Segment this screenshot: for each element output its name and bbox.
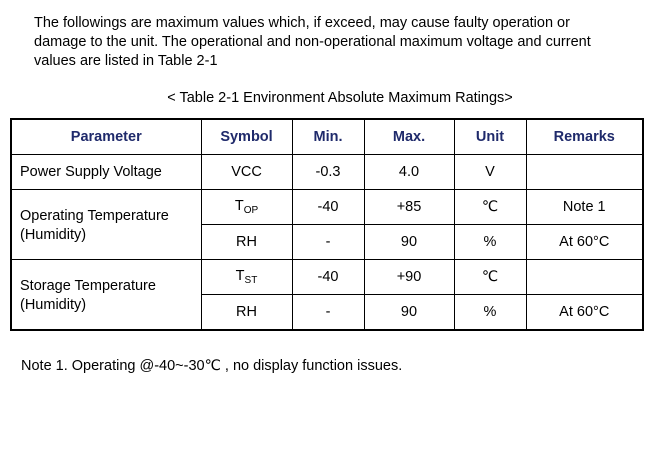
cell-symbol: VCC <box>201 155 292 190</box>
cell-remarks: Note 1 <box>526 190 643 225</box>
cell-max: +90 <box>364 260 454 295</box>
cell-symbol: RH <box>201 295 292 331</box>
cell-parameter-storage <box>11 260 201 331</box>
table-row-power-supply <box>11 155 643 190</box>
cell-remarks <box>526 155 643 190</box>
cell-min: -40 <box>292 190 364 225</box>
operating-label: Operating Temperature <box>20 208 169 224</box>
cell-min: -40 <box>292 260 364 295</box>
symbol-subscript: OP <box>243 205 259 216</box>
header-remarks: Remarks <box>526 119 643 155</box>
absolute-max-ratings-table <box>10 118 644 331</box>
cell-remarks: At 60°C <box>526 295 643 331</box>
table-row-operating-temperature <box>11 190 643 225</box>
header-parameter: Parameter <box>11 119 201 155</box>
table-caption: < Table 2-1 Environment Absolute Maximum Ratings> <box>167 90 513 106</box>
cell-remarks <box>526 260 643 295</box>
storage-humidity-label: (Humidity) <box>20 297 87 313</box>
cell-symbol <box>201 260 292 295</box>
cell-max: 4.0 <box>364 155 454 190</box>
intro-line-2: damage to the unit. The operational and non-operational maximum voltage and current <box>34 34 591 50</box>
header-symbol: Symbol <box>201 119 292 155</box>
cell-unit: % <box>454 225 526 260</box>
cell-min: - <box>292 225 364 260</box>
cell-max: +85 <box>364 190 454 225</box>
cell-unit: ℃ <box>454 260 526 295</box>
symbol-subscript: ST <box>244 275 258 286</box>
cell-max: 90 <box>364 225 454 260</box>
cell-max: 90 <box>364 295 454 331</box>
cell-unit: % <box>454 295 526 331</box>
cell-parameter-operating <box>11 190 201 260</box>
intro-paragraph <box>34 14 634 71</box>
cell-unit: ℃ <box>454 190 526 225</box>
cell-unit: V <box>454 155 526 190</box>
header-max: Max. <box>364 119 454 155</box>
cell-remarks: At 60°C <box>526 225 643 260</box>
table-header-row <box>11 119 643 155</box>
storage-label: Storage Temperature <box>20 278 156 294</box>
symbol-base: T <box>234 198 244 214</box>
footnote: Note 1. Operating @-40~-30℃ , no display function issues. <box>21 358 403 374</box>
intro-line-3: values are listed in Table 2-1 <box>34 53 218 69</box>
cell-min: -0.3 <box>292 155 364 190</box>
header-unit: Unit <box>454 119 526 155</box>
intro-line-1: The followings are maximum values which, if exceed, may cause faulty operation or <box>34 15 570 31</box>
operating-humidity-label: (Humidity) <box>20 227 87 243</box>
cell-symbol <box>201 190 292 225</box>
symbol-base: T <box>235 268 245 284</box>
table-row-storage-temperature <box>11 260 643 295</box>
header-min: Min. <box>292 119 364 155</box>
cell-symbol: RH <box>201 225 292 260</box>
cell-parameter: Power Supply Voltage <box>11 155 201 190</box>
cell-min: - <box>292 295 364 331</box>
